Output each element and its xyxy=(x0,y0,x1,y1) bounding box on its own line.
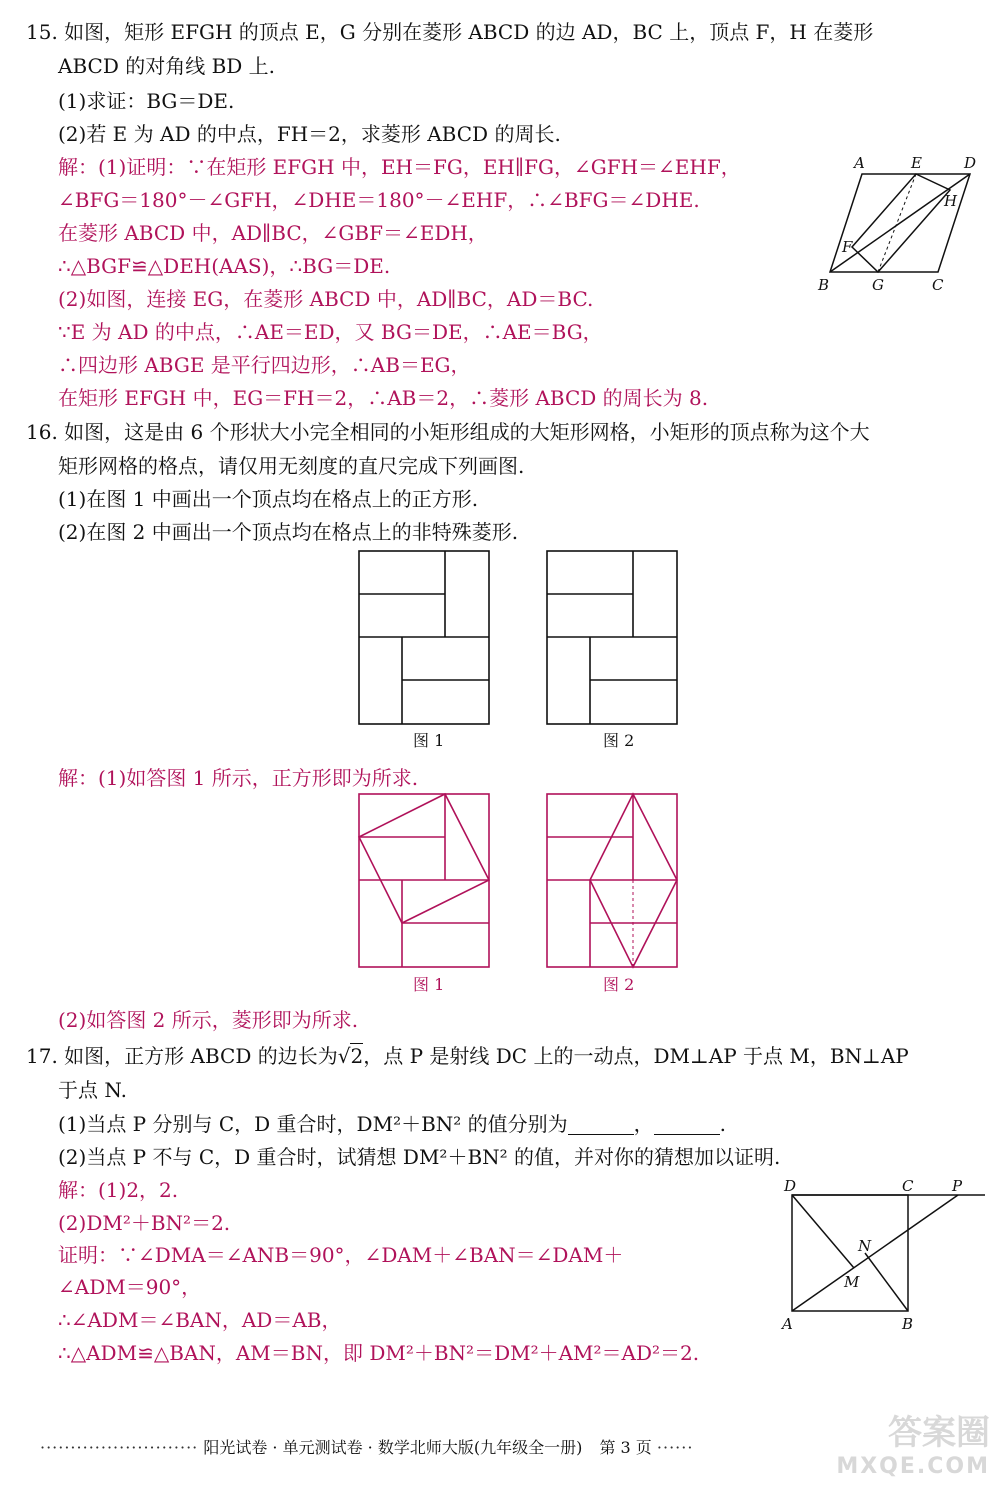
answer-square xyxy=(359,794,489,923)
q16-line-3: (1)在图 1 中画出一个顶点均在格点上的正方形. xyxy=(58,487,479,511)
q16-answer-figure-2 xyxy=(546,793,678,968)
q16-line-4: (2)在图 2 中画出一个顶点均在格点上的非特殊菱形. xyxy=(58,520,519,544)
label-d: D xyxy=(964,154,977,172)
q17-line-3-text: (1)当点 P 分别与 C，D 重合时，DM²＋BN² 的值分别为 xyxy=(58,1112,568,1136)
q17-line-3-sep: ， xyxy=(633,1112,654,1136)
diagonal-bd xyxy=(830,174,970,272)
q17-line-3 xyxy=(58,1110,726,1138)
q15-answer-4: ∴△BGF≌△DEH(AAS)，∴BG＝DE. xyxy=(58,254,391,278)
q16-fig2-caption: 图 2 xyxy=(603,731,635,750)
q15-answer-2: ∠BFG＝180°－∠GFH，∠DHE＝180°－∠EHF，∴∠BFG＝∠DHE. xyxy=(58,188,700,212)
q15-line-2: ABCD 的对角线 BD 上. xyxy=(58,54,276,78)
q16-grid-figure-1 xyxy=(358,550,490,725)
label-c: C xyxy=(932,276,944,294)
q17-answer-5: ∴∠ADM＝∠BAN，AD＝AB， xyxy=(58,1308,342,1332)
label-a: A xyxy=(854,154,865,172)
segment-eg xyxy=(878,174,916,272)
q17-answer-3: 证明：∵∠DMA＝∠ANB＝90°，∠DAM＋∠BAN＝∠DAM＋ xyxy=(58,1243,624,1267)
watermark-bottom: MXQE.COM xyxy=(836,1454,990,1479)
label-p: P xyxy=(952,1177,963,1195)
blank-1 xyxy=(568,1114,634,1135)
q17-line-3-end: . xyxy=(719,1112,727,1136)
q17-square-figure xyxy=(780,1175,995,1335)
q15-answer-8: 在矩形 EFGH 中，EG＝FH＝2，∴AB＝2，∴菱形 ABCD 的周长为 8. xyxy=(58,386,709,410)
q16-ans-fig1-caption: 图 1 xyxy=(413,975,445,994)
segment-dm xyxy=(792,1195,854,1268)
q15-line-3: (1)求证：BG＝DE. xyxy=(58,89,235,113)
footer-page: 第 3 页 xyxy=(599,1438,652,1457)
q16-answer-2: (2)如答图 2 所示，菱形即为所求. xyxy=(58,1008,359,1032)
q15-answer-1: 解：(1)证明：∵在矩形 EFGH 中，EH＝FG，EH∥FG，∠GFH＝∠EHF， xyxy=(58,155,741,179)
footer-leader-left: ·························· xyxy=(40,1438,199,1457)
blank-2 xyxy=(654,1114,720,1135)
q17-line-1-a: 17. 如图，正方形 ABCD 的边长为 xyxy=(26,1044,338,1068)
q16-fig1-caption: 图 1 xyxy=(413,731,445,750)
q17-line-1-b: ，点 P 是射线 DC 上的一动点，DM⊥AP 于点 M，BN⊥AP xyxy=(363,1044,909,1068)
q15-answer-6: ∵E 为 AD 的中点，∴AE＝ED，又 BG＝DE，∴AE＝BG， xyxy=(58,320,603,344)
label-m: M xyxy=(844,1273,860,1291)
label-b: B xyxy=(818,276,830,294)
q17-answer-6: ∴△ADM≌△BAN，AM＝BN，即 DM²＋BN²＝DM²＋AM²＝AD²＝2. xyxy=(58,1341,700,1365)
label-c: C xyxy=(902,1177,914,1195)
q15-line-4: (2)若 E 为 AD 的中点，FH＝2，求菱形 ABCD 的周长. xyxy=(58,122,561,146)
q16-answer-1: 解：(1)如答图 1 所示，正方形即为所求. xyxy=(58,766,419,790)
footer-leader-right: ······ xyxy=(656,1438,694,1457)
q16-answer-figure-1 xyxy=(358,793,490,968)
q15-rhombus-figure xyxy=(810,150,985,295)
label-e: E xyxy=(911,154,922,172)
q16-ans-fig2-caption: 图 2 xyxy=(603,975,635,994)
q17-line-2: 于点 N. xyxy=(58,1078,127,1102)
label-d: D xyxy=(784,1177,797,1195)
q15-answer-5: (2)如图，连接 EG，在菱形 ABCD 中，AD∥BC，AD＝BC. xyxy=(58,287,594,311)
label-f: F xyxy=(842,238,853,256)
label-n: N xyxy=(858,1237,872,1255)
watermark xyxy=(836,1413,990,1484)
q16-line-1: 16. 如图，这是由 6 个形状大小完全相同的小矩形组成的大矩形网格，小矩形的顶点称为这个大 xyxy=(26,420,870,444)
q17-answer-2: (2)DM²＋BN²＝2. xyxy=(58,1211,231,1235)
square-abcd xyxy=(792,1195,908,1311)
sqrt-symbol: √ xyxy=(337,1044,351,1068)
label-g: G xyxy=(872,276,884,294)
segment-ap xyxy=(792,1195,958,1311)
q15-answer-7: ∴四边形 ABGE 是平行四边形，∴AB＝EG， xyxy=(58,353,471,377)
q16-grid-figure-2 xyxy=(546,550,678,725)
label-b: B xyxy=(902,1315,914,1333)
q15-line-1: 15. 如图，矩形 EFGH 的顶点 E，G 分别在菱形 ABCD 的边 AD，BC 上，顶点 F，H 在菱形 xyxy=(26,20,874,44)
q17-line-1-root: 2 xyxy=(350,1044,364,1068)
q15-answer-3: 在菱形 ABCD 中，AD∥BC，∠GBF＝∠EDH， xyxy=(58,221,488,245)
footer-title: 阳光试卷 · 单元测试卷 · 数学北师大版(九年级全一册) xyxy=(203,1438,583,1457)
q17-answer-1: 解：(1)2，2. xyxy=(58,1178,179,1202)
q16-line-2: 矩形网格的格点，请仅用无刻度的直尺完成下列画图. xyxy=(58,454,525,478)
q17-line-1 xyxy=(26,1042,909,1070)
page-footer xyxy=(40,1437,920,1459)
q17-line-4: (2)当点 P 不与 C，D 重合时，试猜想 DM²＋BN² 的值，并对你的猜想加以证明. xyxy=(58,1145,781,1169)
q17-answer-4: ∠ADM＝90°， xyxy=(58,1275,202,1299)
watermark-top: 答案圈 xyxy=(888,1413,990,1453)
label-h: H xyxy=(944,192,958,210)
segment-bn xyxy=(865,1253,908,1311)
label-a: A xyxy=(782,1315,793,1333)
